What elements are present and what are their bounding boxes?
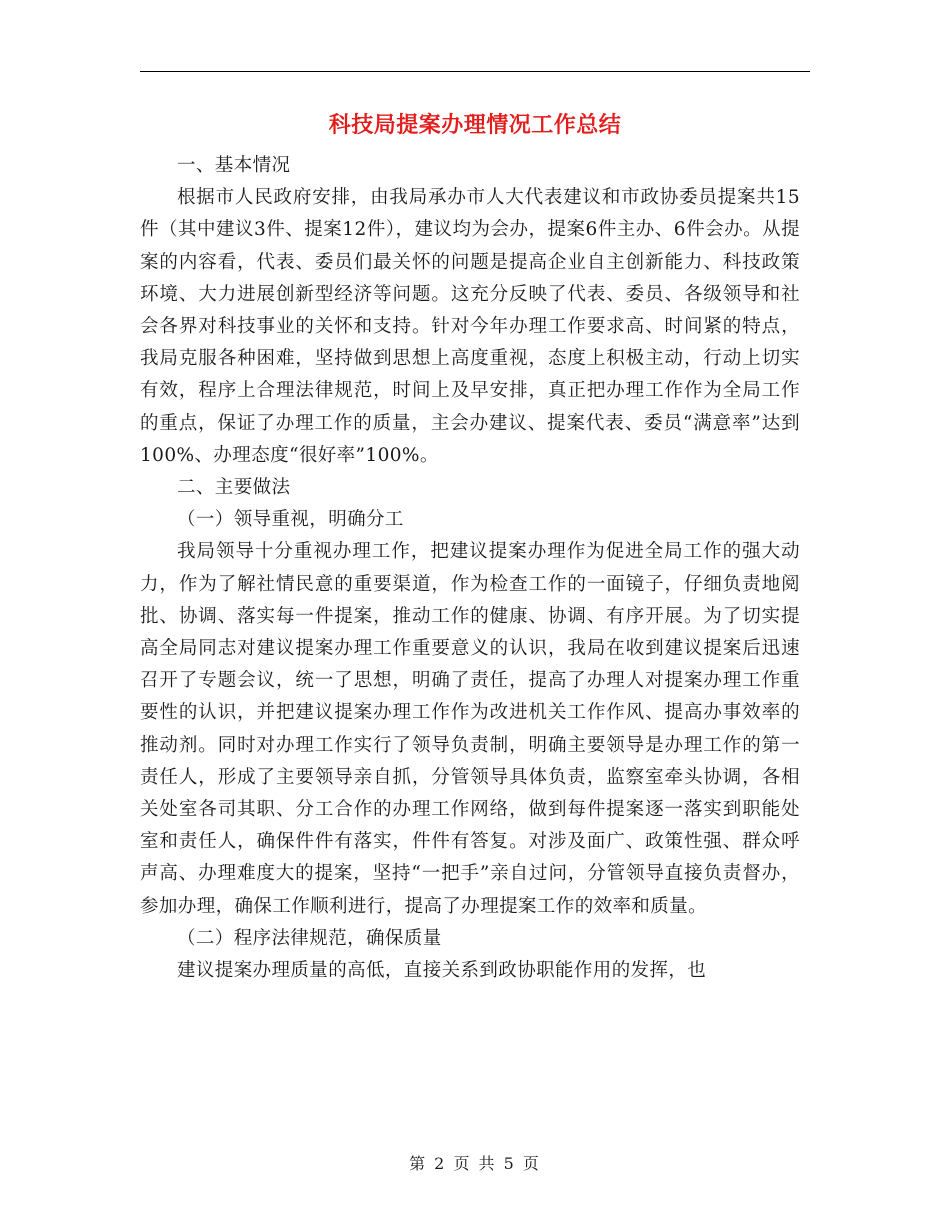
subsection-heading-leadership: （一）领导重视，明确分工 (177, 509, 404, 531)
page-number-footer: 第 2 页 共 5 页 (409, 1154, 541, 1173)
paragraph-procedure: 建议提案办理质量的高低，直接关系到政协职能作用的发挥，也 (177, 960, 707, 982)
subsection-heading-procedure: （二）程序法律规范，确保质量 (177, 927, 442, 949)
header-rule (140, 71, 810, 72)
section-heading-main-practices: 二、主要做法 (177, 477, 291, 499)
paragraph-leadership: 我局领导十分重视办理工作，把建议提案办理作为促进全局工作的强大动力，作为了解社情民意的重要渠道，作为检查工作的一面镜子，仔细负责地阅批、协调、落实每一件提案，推动工作的健康、协调、有序开展。为了切实提高全局同志对建议提案办理工作重要意义的认识，我局在收到建议提案后迅速召开了专题会议，统一了思想，明确了责任，提高了办理人对提案办理工作重要性的认识，并把建议提案办理工作作为改进机关工作作风、提高办事效率的推动剂。同时对办理工作实行了领导负责制，明确主要领导是办理工作的第一责任人，形成了主要领导亲自抓，分管领导具体负责，监察室牵头协调，各相关处室各司其职、分工合作的办理工作网络，做到每件提案逐一落实到职能处室和责任人，确保件件有落实，件件有答复。对涉及面广、政策性强、群众呼声高、办理难度大的提案，坚持“一把手”亲自过问，分管领导直接负责督办，参加办理，确保工作顺利进行，提高了办理提案工作的效率和质量。 (140, 541, 800, 917)
document-body (140, 150, 800, 987)
paragraph-basic-situation: 根据市人民政府安排，由我局承办市人大代表建议和市政协委员提案共15件（其中建议3件、提案12件），建议均为会办，提案6件主办、6件会办。从提案的内容看，代表、委员们最关怀的问题是提高企业自主创新能力、科技政策环境、大力进展创新型经济等问题。这充分反映了代表、委员、各级领导和社会各界对科技事业的关怀和支持。针对今年办理工作要求高、时间紧的特点，我局克服各种困难，坚持做到思想上高度重视，态度上积极主动，行动上切实有效，程序上合理法律规范，时间上及早安排，真正把办理工作作为全局工作的重点，保证了办理工作的质量，主会办建议、提案代表、委员“满意率”达到100%、办理态度“很好率”100%。 (140, 187, 800, 466)
section-heading-basic-situation: 一、基本情况 (177, 155, 291, 176)
document-title: 科技局提案办理情况工作总结 (328, 113, 622, 138)
